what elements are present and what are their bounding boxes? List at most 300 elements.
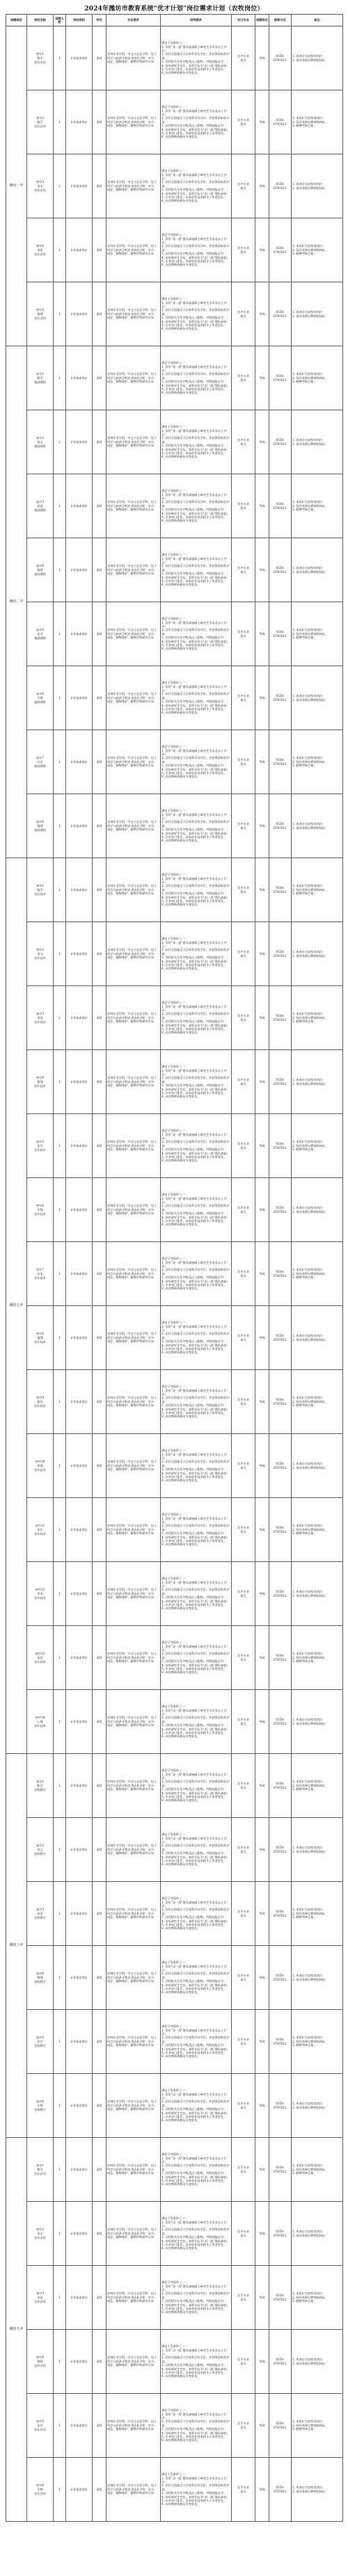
form-cell: 考核 [255,1114,269,1178]
match-cell: 农学专业 优先 [232,858,255,922]
form-cell: 考核 [255,1434,269,1498]
note-cell: 1. 本岗位为农牧类岗位； 2. 须具有相应教师资格证； 3. 聘期考核合格。 [292,2394,343,2458]
category-cell: 专业技术岗位 [66,2202,93,2266]
education-cell: 本科 [93,1242,106,1306]
major-cell: 农林专业学科，中文与文化学科，电子科学与技术学科农业技术学科：农学、园艺、植物保护、植物学科研究方向 [106,1690,161,1754]
note-cell: 1. 本岗位为农牧类岗位； 2. 须具有相应教师资格证； 3. 聘期考核合格。 [292,2010,343,2074]
note-cell: 1. 本岗位为农牧类岗位； 2. 须具有相应教师资格证； 3. 聘期考核合格。 [292,1754,343,1818]
position-cell: 初中14 心理 农业技术 [27,1690,54,1754]
column-header: 岗位名称 [27,15,54,26]
note-cell: 1. 本岗位为农牧类岗位； 2. 须具有相应教师资格证； 3. 聘期考核合格。 [292,1370,343,1434]
match-cell: 农学专业 优先 [232,1882,255,1946]
category-cell: 专业技术岗位 [66,1562,93,1626]
count-cell: 1 [54,1050,66,1114]
form-cell: 考核 [255,1370,269,1434]
count-cell: 1 [54,794,66,858]
category-cell: 专业技术岗位 [66,1178,93,1242]
category-cell: 专业技术岗位 [66,154,93,218]
column-header: 联系方式 [269,15,292,26]
form-cell: 考核 [255,1178,269,1242]
match-cell: 农学专业 优先 [232,730,255,794]
note-cell: 1. 本岗位为农牧类岗位； 2. 须具有相应教师资格证； 3. 聘期考核合格。 [292,2266,343,2330]
note-cell: 1. 本岗位为农牧类岗位； 2. 须具有相应教师资格证； 3. 聘期考核合格。 [292,986,343,1050]
position-cell: 初中8 地理 农业技术 [27,1306,54,1370]
employer-cell: 潍坊九中 [6,2138,27,2522]
note-cell: 1. 本岗位为农牧类岗位； 2. 须具有相应教师资格证； [292,2202,343,2266]
form-cell: 考核 [255,2202,269,2266]
table-row [6,2074,343,2138]
contact-cell: 0536-8787612 [269,1690,292,1754]
form-cell: 考核 [255,538,269,602]
category-cell: 专业技术岗位 [66,794,93,858]
form-cell: 考核 [255,2330,269,2394]
position-cell: 初中5 化学 农业农场 [27,2394,54,2458]
requirements-cell: 满足下列条件之一： 1. 具有“双一流”建设高校硕士研究生学历及以上学历； 2. 具有全国重点大学本科学历学位，并获得国家奖学金； 3. 具有相关专业中级及以上职称、中级技能证书； 4. 具有研究生学历，本科学历为“双一流”建设高校； 5. 专业对口优先，从事农业技术相关工作者优先； 6. 具有教师资格证书者优先。 [161,282,232,346]
form-cell: 考核 [255,1946,269,2010]
count-cell: 1 [54,602,66,666]
category-cell: 专业技术岗位 [66,2138,93,2202]
education-cell: 本科 [93,2202,106,2266]
table-row [6,1498,343,1562]
form-cell: 考核 [255,26,269,90]
major-cell: 农林专业学科，中文与文化学科，电子科学与技术学科农业技术学科：农学、园艺、植物保护、植物学科研究方向 [106,1370,161,1434]
note-cell: 1. 本岗位为农牧类岗位； 2. 须具有相应教师资格证； [292,410,343,474]
match-cell: 农学专业 优先 [232,1626,255,1690]
note-cell: 1. 本岗位为农牧类岗位； 2. 须具有相应教师资格证； 3. 聘期考核合格。 [292,2138,343,2202]
requirements-cell: 满足下列条件之一： 1. 具有“双一流”建设高校硕士研究生学历及以上学历； 2. 具有全国重点大学本科学历学位，并获得国家奖学金； 3. 具有相关专业中级及以上职称、中级技能证书； 4. 具有研究生学历，本科学历为“双一流”建设高校； 5. 专业对口优先，从事农业技术相关工作者优先； 6. 具有教师资格证书者优先。 [161,2394,232,2458]
match-cell: 农学专业 优先 [232,1370,255,1434]
match-cell: 农学专业 优先 [232,346,255,410]
contact-cell: 0536-8787612 [269,1178,292,1242]
category-cell: 专业技术岗位 [66,730,93,794]
table-row [6,794,343,858]
position-cell: 高中4 物理 农牧教学 [27,1946,54,2010]
form-cell: 考核 [255,474,269,538]
count-cell: 1 [54,2138,66,2202]
major-cell: 农林专业学科，中文与文化学科，电子科学与技术学科农业技术学科：农学、园艺、植物保护、植物学科研究方向 [106,1114,161,1178]
note-cell: 1. 本岗位为农牧类岗位； 2. 须具有相应教师资格证； [292,2458,343,2522]
note-cell: 1. 本岗位为农牧类岗位； 2. 须具有相应教师资格证； 3. 聘期考核合格。 [292,858,343,922]
requirements-cell: 满足下列条件之一： 1. 具有“双一流”建设高校硕士研究生学历及以上学历； 2. 具有全国重点大学本科学历学位，并获得国家奖学金； 3. 具有相关专业中级及以上职称、中级技能证书； 4. 具有研究生学历，本科学历为“双一流”建设高校； 5. 专业对口优先，从事农业技术相关工作者优先； 6. 具有教师资格证书者优先。 [161,410,232,474]
note-cell: 1. 本岗位为农牧类岗位； 2. 须具有相应教师资格证； 3. 聘期考核合格。 [292,1626,343,1690]
requirements-cell: 满足下列条件之一： 1. 具有“双一流”建设高校硕士研究生学历及以上学历； 2. 具有全国重点大学本科学历学位，并获得国家奖学金； 3. 具有相关专业中级及以上职称、中级技能证书； 4. 具有研究生学历，本科学历为“双一流”建设高校； 5. 专业对口优先，从事农业技术相关工作者优先； 6. 具有教师资格证书者优先。 [161,474,232,538]
match-cell: 农学专业 优先 [232,1690,255,1754]
match-cell: 农学专业 优先 [232,2202,255,2266]
note-cell: 1. 本岗位为农牧类岗位； 2. 须具有相应教师资格证； 3. 聘期考核合格。 [292,218,343,282]
form-cell: 考核 [255,602,269,666]
contact-cell: 0536-8787612 [269,218,292,282]
category-cell: 专业技术岗位 [66,282,93,346]
major-cell: 农林专业学科，中文与文化学科，电子科学与技术学科农业技术学科：农学、园艺、植物保护、植物学科研究方向 [106,2330,161,2394]
match-cell: 农学专业 优先 [232,2266,255,2330]
category-cell: 专业技术岗位 [66,2458,93,2522]
contact-cell: 0536-8787612 [269,666,292,730]
match-cell: 农学专业 优先 [232,538,255,602]
position-cell: 初中5 化学 农业技术 [27,1114,54,1178]
table-row [6,2458,343,2522]
form-cell: 考核 [255,2458,269,2522]
requirements-cell: 满足下列条件之一： 1. 具有“双一流”建设高校硕士研究生学历及以上学历； 2. 具有全国重点大学本科学历学位，并获得国家奖学金； 3. 具有相关专业中级及以上职称、中级技能证书； 4. 具有研究生学历，本科学历为“双一流”建设高校； 5. 专业对口优先，从事农业技术相关工作者优先； 6. 具有教师资格证书者优先。 [161,1370,232,1434]
contact-cell: 0536-8787612 [269,922,292,986]
note-cell: 1. 本岗位为农牧类岗位； 2. 须具有相应教师资格证； [292,794,343,858]
requirements-cell: 满足下列条件之一： 1. 具有“双一流”建设高校硕士研究生学历及以上学历； 2. 具有全国重点大学本科学历学位，并获得国家奖学金； 3. 具有相关专业中级及以上职称、中级技能证书； 4. 具有研究生学历，本科学历为“双一流”建设高校； 5. 专业对口优先，从事农业技术相关工作者优先； 6. 具有教师资格证书者优先。 [161,2202,232,2266]
table-row [6,474,343,538]
table-row [6,2394,343,2458]
contact-cell: 0536-8787612 [269,1114,292,1178]
category-cell: 专业技术岗位 [66,1754,93,1818]
recruitment-table [6,14,343,2522]
count-cell: 1 [54,1626,66,1690]
contact-cell: 0536-8787612 [269,2394,292,2458]
requirements-cell: 满足下列条件之一： 1. 具有“双一流”建设高校硕士研究生学历及以上学历； 2. 具有全国重点大学本科学历学位，并获得国家奖学金； 3. 具有相关专业中级及以上职称、中级技能证书； 4. 具有研究生学历，本科学历为“双一流”建设高校； 5. 专业对口优先，从事农业技术相关工作者优先； 6. 具有教师资格证书者优先。 [161,922,232,986]
table-row [6,986,343,1050]
category-cell: 专业技术岗位 [66,218,93,282]
count-cell: 1 [54,346,66,410]
contact-cell: 0536-8787612 [269,538,292,602]
match-cell: 农学专业 优先 [232,1178,255,1242]
note-cell: 1. 本岗位为农牧类岗位； 2. 须具有相应教师资格证； [292,1434,343,1498]
requirements-cell: 满足下列条件之一： 1. 具有“双一流”建设高校硕士研究生学历及以上学历； 2. 具有全国重点大学本科学历学位，并获得国家奖学金； 3. 具有相关专业中级及以上职称、中级技能证书； 4. 具有研究生学历，本科学历为“双一流”建设高校； 5. 专业对口优先，从事农业技术相关工作者优先； 6. 具有教师资格证书者优先。 [161,538,232,602]
education-cell: 本科 [93,1498,106,1562]
major-cell: 农林专业学科，中文与文化学科，电子科学与技术学科农业技术学科：农学、园艺、植物保护、植物学科研究方向 [106,538,161,602]
requirements-cell: 满足下列条件之一： 1. 具有“双一流”建设高校硕士研究生学历及以上学历； 2. 具有全国重点大学本科学历学位，并获得国家奖学金； 3. 具有相关专业中级及以上职称、中级技能证书； 4. 具有研究生学历，本科学历为“双一流”建设高校； 5. 专业对口优先，从事农业技术相关工作者优先； 6. 具有教师资格证书者优先。 [161,1242,232,1306]
form-cell: 考核 [255,1626,269,1690]
education-cell: 本科 [93,666,106,730]
form-cell: 考核 [255,666,269,730]
requirements-cell: 满足下列条件之一： 1. 具有“双一流”建设高校硕士研究生学历及以上学历； 2. 具有全国重点大学本科学历学位，并获得国家奖学金； 3. 具有相关专业中级及以上职称、中级技能证书； 4. 具有研究生学历，本科学历为“双一流”建设高校； 5. 专业对口优先，从事农业技术相关工作者优先； 6. 具有教师资格证书者优先。 [161,90,232,154]
table-row [6,26,343,90]
category-cell: 专业技术岗位 [66,2074,93,2138]
count-cell: 1 [54,2330,66,2394]
major-cell: 农林专业学科，中文与文化学科，电子科学与技术学科农业技术学科：农学、园艺、植物保护、植物学科研究方向 [106,2138,161,2202]
table-row [6,1434,343,1498]
category-cell: 专业技术岗位 [66,666,93,730]
note-cell: 1. 本岗位为农牧类岗位； 2. 须具有相应教师资格证； 3. 聘期考核合格。 [292,1242,343,1306]
contact-cell: 0536-8787612 [269,2074,292,2138]
table-body [6,26,343,2522]
document-page [6,0,342,2522]
education-cell: 本科 [93,1626,106,1690]
table-row [6,90,343,154]
count-cell: 1 [54,2202,66,2266]
position-cell: 初中6 生物 农业农场 [27,2458,54,2522]
education-cell: 本科 [93,1818,106,1882]
major-cell: 农林专业学科，中文与文化学科，电子科学与技术学科农业技术学科：农学、园艺、植物保护、植物学科研究方向 [106,2010,161,2074]
form-cell: 考核 [255,1050,269,1114]
count-cell: 1 [54,666,66,730]
count-cell: 1 [54,1562,66,1626]
position-cell: 高中3 英语 农牧教学 [27,1882,54,1946]
category-cell: 专业技术岗位 [66,1946,93,2010]
note-cell: 1. 本岗位为农牧类岗位； 2. 须具有相应教师资格证； [292,2330,343,2394]
position-cell: 初中4 物理 农业农场 [27,2330,54,2394]
document-title: 2024年潍坊市教育系统“优才计划”岗位需求计划（农牧岗位） [84,6,264,13]
category-cell: 专业技术岗位 [66,1242,93,1306]
major-cell: 农林专业学科，中文与文化学科，电子科学与技术学科农业技术学科：农学、园艺、植物保护、植物学科研究方向 [106,2074,161,2138]
major-cell: 农林专业学科，中文与文化学科，电子科学与技术学科农业技术学科：农学、园艺、植物保护、植物学科研究方向 [106,26,161,90]
match-cell: 农学专业 优先 [232,602,255,666]
count-cell: 2 [54,986,66,1050]
count-cell: 1 [54,1370,66,1434]
table-row [6,730,343,794]
education-cell: 本科 [93,410,106,474]
major-cell: 农林专业学科，中文与文化学科，电子科学与技术学科农业技术学科：农学、园艺、植物保护、植物学科研究方向 [106,154,161,218]
requirements-cell: 满足下列条件之一： 1. 具有“双一流”建设高校硕士研究生学历及以上学历； 2. 具有全国重点大学本科学历学位，并获得国家奖学金； 3. 具有相关专业中级及以上职称、中级技能证书； 4. 具有研究生学历，本科学历为“双一流”建设高校； 5. 专业对口优先，从事农业技术相关工作者优先； 6. 具有教师资格证书者优先。 [161,2330,232,2394]
position-cell: 初中10 体育 农业技术 [27,1434,54,1498]
column-header: 招考要求 [161,15,232,26]
count-cell: 1 [54,1498,66,1562]
table-row [6,2010,343,2074]
match-cell: 农学专业 优先 [232,90,255,154]
note-cell: 1. 本岗位为农牧类岗位； 2. 须具有相应教师资格证； [292,1946,343,2010]
note-cell: 1. 本岗位为农牧类岗位； 2. 须具有相应教师资格证； [292,1562,343,1626]
major-cell: 农林专业学科，中文与文化学科，电子科学与技术学科农业技术学科：农学、园艺、植物保护、植物学科研究方向 [106,410,161,474]
table-row [6,154,343,218]
major-cell: 农林专业学科，中文与文化学科，电子科学与技术学科农业技术学科：农学、园艺、植物保护、植物学科研究方向 [106,2394,161,2458]
count-cell: 2 [54,154,66,218]
requirements-cell: 满足下列条件之一： 1. 具有“双一流”建设高校硕士研究生学历及以上学历； 2. 具有全国重点大学本科学历学位，并获得国家奖学金； 3. 具有相关专业中级及以上职称、中级技能证书； 4. 具有研究生学历，本科学历为“双一流”建设高校； 5. 专业对口优先，从事农业技术相关工作者优先； 6. 具有教师资格证书者优先。 [161,2010,232,2074]
count-cell: 1 [54,1114,66,1178]
requirements-cell: 满足下列条件之一： 1. 具有“双一流”建设高校硕士研究生学历及以上学历； 2. 具有全国重点大学本科学历学位，并获得国家奖学金； 3. 具有相关专业中级及以上职称、中级技能证书； 4. 具有研究生学历，本科学历为“双一流”建设高校； 5. 专业对口优先，从事农业技术相关工作者优先； 6. 具有教师资格证书者优先。 [161,1434,232,1498]
note-cell: 1. 本岗位为农牧类岗位； 2. 须具有相应教师资格证； [292,922,343,986]
table-row [6,346,343,410]
position-cell: 高中6 生物 基础课程 [27,666,54,730]
match-cell: 农学专业 优先 [232,2010,255,2074]
position-cell: 高中4 物理 基础课程 [27,538,54,602]
education-cell: 本科 [93,1434,106,1498]
match-cell: 农学专业 优先 [232,1498,255,1562]
count-cell: 1 [54,90,66,154]
contact-cell: 0536-8787612 [269,1306,292,1370]
table-row [6,1370,343,1434]
table-row [6,1562,343,1626]
major-cell: 农林专业学科，中文与文化学科，电子科学与技术学科农业技术学科：农学、园艺、植物保护、植物学科研究方向 [106,282,161,346]
category-cell: 专业技术岗位 [66,346,93,410]
form-cell: 考核 [255,1690,269,1754]
table-row [6,858,343,922]
education-cell: 本科 [93,282,106,346]
match-cell: 农学专业 优先 [232,282,255,346]
form-cell: 考核 [255,922,269,986]
form-cell: 考核 [255,154,269,218]
table-row [6,2138,343,2202]
major-cell: 农林专业学科，中文与文化学科，电子科学与技术学科农业技术学科：农学、园艺、植物保护、植物学科研究方向 [106,922,161,986]
form-cell: 考核 [255,1498,269,1562]
form-cell: 考核 [255,2010,269,2074]
note-cell: 1. 本岗位为农牧类岗位； 2. 须具有相应教师资格证； [292,666,343,730]
contact-cell: 0536-8787612 [269,602,292,666]
education-cell: 本科 [93,794,106,858]
match-cell: 农学专业 优先 [232,1946,255,2010]
education-cell: 本科 [93,2458,106,2522]
requirements-cell: 满足下列条件之一： 1. 具有“双一流”建设高校硕士研究生学历及以上学历； 2. 具有全国重点大学本科学历学位，并获得国家奖学金； 3. 具有相关专业中级及以上职称、中级技能证书； 4. 具有研究生学历，本科学历为“双一流”建设高校； 5. 专业对口优先，从事农业技术相关工作者优先； 6. 具有教师资格证书者优先。 [161,2138,232,2202]
column-header: 备注 [292,15,343,26]
major-cell: 农林专业学科，中文与文化学科，电子科学与技术学科农业技术学科：农学、园艺、植物保护、植物学科研究方向 [106,1626,161,1690]
contact-cell: 0536-8787612 [269,730,292,794]
contact-cell: 0536-8787612 [269,1498,292,1562]
count-cell: 1 [54,1754,66,1818]
form-cell: 考核 [255,730,269,794]
requirements-cell: 满足下列条件之一： 1. 具有“双一流”建设高校硕士研究生学历及以上学历； 2. 具有全国重点大学本科学历学位，并获得国家奖学金； 3. 具有相关专业中级及以上职称、中级技能证书； 4. 具有研究生学历，本科学历为“双一流”建设高校； 5. 专业对口优先，从事农业技术相关工作者优先； 6. 具有教师资格证书者优先。 [161,346,232,410]
contact-cell: 0536-8787612 [269,1754,292,1818]
category-cell: 专业技术岗位 [66,1114,93,1178]
position-cell: 高中2 语文 基础课程 [27,410,54,474]
contact-cell: 0536-8787612 [269,2266,292,2330]
table-header-row [6,15,343,26]
match-cell: 农学专业 优先 [232,1818,255,1882]
requirements-cell: 满足下列条件之一： 1. 具有“双一流”建设高校硕士研究生学历及以上学历； 2. 具有全国重点大学本科学历学位，并获得国家奖学金； 3. 具有相关专业中级及以上职称、中级技能证书； 4. 具有研究生学历，本科学历为“双一流”建设高校； 5. 专业对口优先，从事农业技术相关工作者优先； 6. 具有教师资格证书者优先。 [161,1690,232,1754]
category-cell: 专业技术岗位 [66,474,93,538]
position-cell: 初中6 生物 农业技术 [27,1178,54,1242]
category-cell: 专业技术岗位 [66,1050,93,1114]
requirements-cell: 满足下列条件之一： 1. 具有“双一流”建设高校硕士研究生学历及以上学历； 2. 具有全国重点大学本科学历学位，并获得国家奖学金； 3. 具有相关专业中级及以上职称、中级技能证书； 4. 具有研究生学历，本科学历为“双一流”建设高校； 5. 专业对口优先，从事农业技术相关工作者优先； 6. 具有教师资格证书者优先。 [161,1050,232,1114]
major-cell: 农林专业学科，中文与文化学科，电子科学与技术学科农业技术学科：农学、园艺、植物保护、植物学科研究方向 [106,1562,161,1626]
note-cell: 1. 本岗位为农牧类岗位； 2. 须具有相应教师资格证； 3. 聘期考核合格。 [292,474,343,538]
match-cell: 农学专业 优先 [232,1242,255,1306]
category-cell: 专业技术岗位 [66,2330,93,2394]
count-cell: 1 [54,2394,66,2458]
column-header: 招聘单位 [6,15,27,26]
position-cell: 高中3 英语 基础课程 [27,474,54,538]
position-cell: 初中1 数学 农业技术 [27,858,54,922]
requirements-cell: 满足下列条件之一： 1. 具有“双一流”建设高校硕士研究生学历及以上学历； 2. 具有全国重点大学本科学历学位，并获得国家奖学金； 3. 具有相关专业中级及以上职称、中级技能证书； 4. 具有研究生学历，本科学历为“双一流”建设高校； 5. 专业对口优先，从事农业技术相关工作者优先； 6. 具有教师资格证书者优先。 [161,1818,232,1882]
column-header: 专业要求 [106,15,161,26]
table-row [6,602,343,666]
note-cell: 1. 本岗位为农牧类岗位； 2. 须具有相应教师资格证； [292,154,343,218]
education-cell: 本科 [93,2330,106,2394]
contact-cell: 0536-8787612 [269,2138,292,2202]
match-cell: 农学专业 优先 [232,154,255,218]
major-cell: 农林专业学科，中文与文化学科，电子科学与技术学科农业技术学科：农学、园艺、植物保护、植物学科研究方向 [106,1882,161,1946]
education-cell: 本科 [93,1882,106,1946]
match-cell: 农学专业 优先 [232,2138,255,2202]
count-cell: 1 [54,1818,66,1882]
category-cell: 专业技术岗位 [66,90,93,154]
form-cell: 考核 [255,218,269,282]
major-cell: 农林专业学科，中文与文化学科，电子科学与技术学科农业技术学科：农学、园艺、植物保护、植物学科研究方向 [106,2266,161,2330]
position-cell: 初中11 音乐 农业技术 [27,1498,54,1562]
form-cell: 考核 [255,986,269,1050]
category-cell: 专业技术岗位 [66,538,93,602]
form-cell: 考核 [255,346,269,410]
category-cell: 专业技术岗位 [66,1434,93,1498]
category-cell: 专业技术岗位 [66,410,93,474]
contact-cell: 0536-8787612 [269,1946,292,2010]
form-cell: 考核 [255,1818,269,1882]
form-cell: 考核 [255,2266,269,2330]
requirements-cell: 满足下列条件之一： 1. 具有“双一流”建设高校硕士研究生学历及以上学历； 2. 具有全国重点大学本科学历学位，并获得国家奖学金； 3. 具有相关专业中级及以上职称、中级技能证书； 4. 具有研究生学历，本科学历为“双一流”建设高校； 5. 专业对口优先，从事农业技术相关工作者优先； 6. 具有教师资格证书者优先。 [161,1754,232,1818]
position-cell: 初中12 美术 农业技术 [27,1562,54,1626]
table-row [6,1818,343,1882]
count-cell: 1 [54,282,66,346]
position-cell: 初中13 信息 农业技术 [27,1626,54,1690]
match-cell: 农学专业 优先 [232,1050,255,1114]
requirements-cell: 满足下列条件之一： 1. 具有“双一流”建设高校硕士研究生学历及以上学历； 2. 具有全国重点大学本科学历学位，并获得国家奖学金； 3. 具有相关专业中级及以上职称、中级技能证书； 4. 具有研究生学历，本科学历为“双一流”建设高校； 5. 专业对口优先，从事农业技术相关工作者优先； 6. 具有教师资格证书者优先。 [161,154,232,218]
position-cell: 高中5 化学 基础课程 [27,602,54,666]
contact-cell: 0536-8787612 [269,90,292,154]
contact-cell: 0536-8787612 [269,2330,292,2394]
requirements-cell: 满足下列条件之一： 1. 具有“双一流”建设高校硕士研究生学历及以上学历； 2. 具有全国重点大学本科学历学位，并获得国家奖学金； 3. 具有相关专业中级及以上职称、中级技能证书； 4. 具有研究生学历，本科学历为“双一流”建设高校； 5. 专业对口优先，从事农业技术相关工作者优先； 6. 具有教师资格证书者优先。 [161,2458,232,2522]
count-cell: 1 [54,1434,66,1498]
note-cell: 1. 本岗位为农牧类岗位； 2. 须具有相应教师资格证； [292,1690,343,1754]
education-cell: 本科 [93,1370,106,1434]
major-cell: 农林专业学科，中文与文化学科，电子科学与技术学科农业技术学科：农学、园艺、植物保护、植物学科研究方向 [106,1498,161,1562]
contact-cell: 0536-8787612 [269,1818,292,1882]
major-cell: 农林专业学科，中文与文化学科，电子科学与技术学科农业技术学科：农学、园艺、植物保护、植物学科研究方向 [106,2458,161,2522]
position-cell: 高中1 数学 基础课程 [27,346,54,410]
position-cell: 高中7 历史 基础课程 [27,730,54,794]
match-cell: 农学专业 优先 [232,1114,255,1178]
position-cell: 初中3 英语 农业技术 [27,986,54,1050]
contact-cell: 0536-8787612 [269,2202,292,2266]
education-cell: 本科 [93,922,106,986]
count-cell: 1 [54,1690,66,1754]
match-cell: 农学专业 优先 [232,1434,255,1498]
contact-cell: 0536-8787612 [269,282,292,346]
count-cell: 1 [54,1306,66,1370]
education-cell: 本科 [93,2074,106,2138]
form-cell: 考核 [255,1242,269,1306]
requirements-cell: 满足下列条件之一： 1. 具有“双一流”建设高校硕士研究生学历及以上学历； 2. 具有全国重点大学本科学历学位，并获得国家奖学金； 3. 具有相关专业中级及以上职称、中级技能证书； 4. 具有研究生学历，本科学历为“双一流”建设高校； 5. 专业对口优先，从事农业技术相关工作者优先； 6. 具有教师资格证书者优先。 [161,1178,232,1242]
requirements-cell: 满足下列条件之一： 1. 具有“双一流”建设高校硕士研究生学历及以上学历； 2. 具有全国重点大学本科学历学位，并获得国家奖学金； 3. 具有相关专业中级及以上职称、中级技能证书； 4. 具有研究生学历，本科学历为“双一流”建设高校； 5. 专业对口优先，从事农业技术相关工作者优先； 6. 具有教师资格证书者优先。 [161,218,232,282]
form-cell: 考核 [255,90,269,154]
form-cell: 考核 [255,794,269,858]
note-cell: 1. 本岗位为农牧类岗位； 2. 须具有相应教师资格证； [292,1050,343,1114]
match-cell: 农学专业 优先 [232,1306,255,1370]
count-cell: 1 [54,1242,66,1306]
requirements-cell: 满足下列条件之一： 1. 具有“双一流”建设高校硕士研究生学历及以上学历； 2. 具有全国重点大学本科学历学位，并获得国家奖学金； 3. 具有相关专业中级及以上职称、中级技能证书； 4. 具有研究生学历，本科学历为“双一流”建设高校； 5. 专业对口优先，从事农业技术相关工作者优先； 6. 具有教师资格证书者优先。 [161,26,232,90]
position-cell: 初中2 语文 农业农场 [27,2202,54,2266]
major-cell: 农林专业学科，中文与文化学科，电子科学与技术学科农业技术学科：农学、园艺、植物保护、植物学科研究方向 [106,794,161,858]
contact-cell: 0536-8787612 [269,1050,292,1114]
major-cell: 农林专业学科，中文与文化学科，电子科学与技术学科农业技术学科：农学、园艺、植物保护、植物学科研究方向 [106,1242,161,1306]
major-cell: 农林专业学科，中文与文化学科，电子科学与技术学科农业技术学科：农学、园艺、植物保护、植物学科研究方向 [106,474,161,538]
category-cell: 专业技术岗位 [66,2394,93,2458]
requirements-cell: 满足下列条件之一： 1. 具有“双一流”建设高校硕士研究生学历及以上学历； 2. 具有全国重点大学本科学历学位，并获得国家奖学金； 3. 具有相关专业中级及以上职称、中级技能证书； 4. 具有研究生学历，本科学历为“双一流”建设高校； 5. 专业对口优先，从事农业技术相关工作者优先； 6. 具有教师资格证书者优先。 [161,2266,232,2330]
education-cell: 本科 [93,1754,106,1818]
column-header: 岗位类别 [66,15,93,26]
count-cell: 1 [54,538,66,602]
category-cell: 专业技术岗位 [66,1626,93,1690]
table-row [6,2202,343,2266]
position-cell: 高中1 数学 农牧教学 [27,1754,54,1818]
contact-cell: 0536-8787612 [269,1882,292,1946]
contact-cell: 0536-8787612 [269,1562,292,1626]
table-row [6,218,343,282]
note-cell: 1. 本岗位为农牧类岗位； 2. 须具有相应教师资格证； 3. 聘期考核合格。 [292,730,343,794]
contact-cell: 0536-8787612 [269,346,292,410]
category-cell: 专业技术岗位 [66,26,93,90]
position-cell: 初中2 数学 农业农场 [27,90,54,154]
note-cell: 1. 本岗位为农牧类岗位； 2. 须具有相应教师资格证； 3. 聘期考核合格。 [292,1498,343,1562]
position-cell: 初中3 英语 农业农场 [27,2266,54,2330]
match-cell: 农学专业 优先 [232,2074,255,2138]
contact-cell: 0536-8787612 [269,858,292,922]
major-cell: 农林专业学科，中文与文化学科，电子科学与技术学科农业技术学科：农学、园艺、植物保护、植物学科研究方向 [106,218,161,282]
education-cell: 本科 [93,602,106,666]
match-cell: 农学专业 优先 [232,2330,255,2394]
major-cell: 农林专业学科，中文与文化学科，电子科学与技术学科农业技术学科：农学、园艺、植物保护、植物学科研究方向 [106,1818,161,1882]
education-cell: 本科 [93,1690,106,1754]
education-cell: 本科 [93,90,106,154]
major-cell: 农林专业学科，中文与文化学科，电子科学与技术学科农业技术学科：农学、园艺、植物保护、植物学科研究方向 [106,730,161,794]
note-cell: 1. 本岗位为农牧类岗位； 2. 须具有相应教师资格证； 3. 聘期考核合格。 [292,1114,343,1178]
form-cell: 考核 [255,2138,269,2202]
form-cell: 考核 [255,2074,269,2138]
education-cell: 本科 [93,2010,106,2074]
match-cell: 农学专业 优先 [232,1562,255,1626]
requirements-cell: 满足下列条件之一： 1. 具有“双一流”建设高校硕士研究生学历及以上学历； 2. 具有全国重点大学本科学历学位，并获得国家奖学金； 3. 具有相关专业中级及以上职称、中级技能证书； 4. 具有研究生学历，本科学历为“双一流”建设高校； 5. 专业对口优先，从事农业技术相关工作者优先； 6. 具有教师资格证书者优先。 [161,794,232,858]
